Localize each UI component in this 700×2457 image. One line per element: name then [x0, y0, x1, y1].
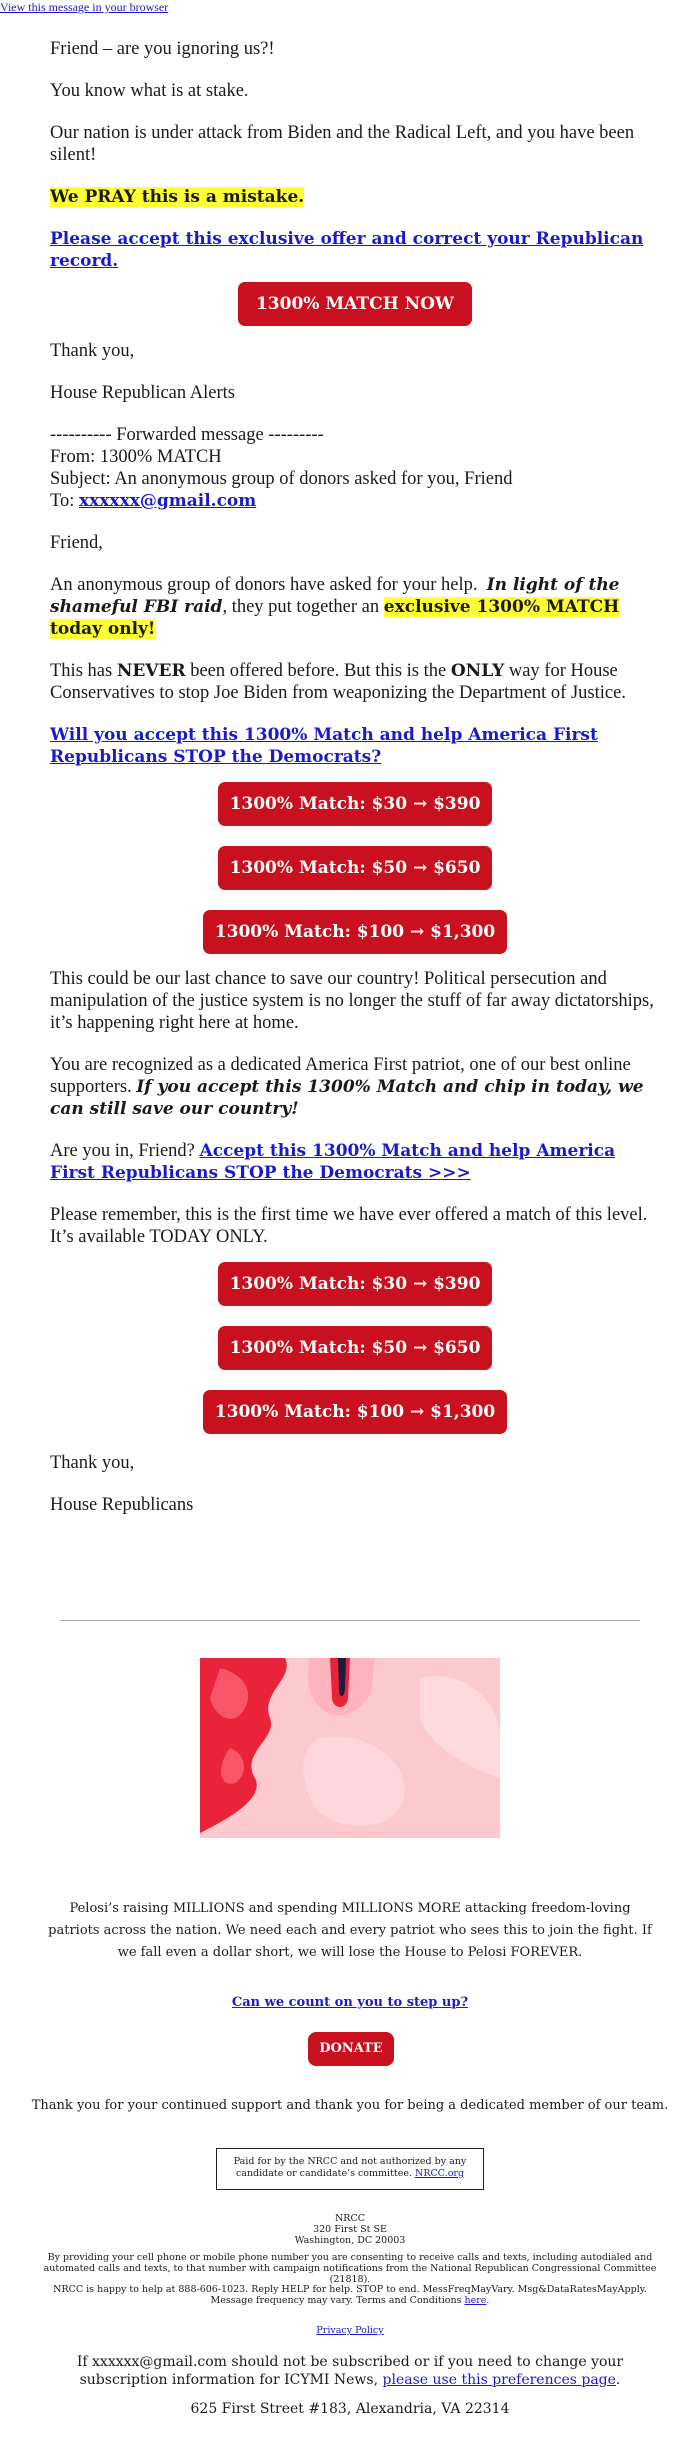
thank-you-1: Thank you,	[50, 341, 135, 361]
footer-divider	[60, 1620, 640, 1621]
paragraph-2: This has NEVER been offered before. But this is the ONLY way for House Conservatives to stop Joe Biden from weaponizing the Department of Justice.	[50, 661, 626, 703]
org-city: Washington, DC 20003	[294, 2235, 406, 2246]
forward-to: To: xxxxxx@gmail.com	[50, 491, 257, 511]
donate-button[interactable]: DONATE	[308, 2032, 394, 2066]
match-30-button-2[interactable]: 1300% Match: $30 → $390	[218, 1262, 493, 1306]
match-100-button-2[interactable]: 1300% Match: $100 → $1,300	[203, 1390, 507, 1434]
paragraph-5: Are you in, Friend? Accept this 1300% Match and help America First Republicans STOP the Democrats >>>	[50, 1141, 616, 1183]
org-street: 320 First St SE	[313, 2224, 387, 2235]
signature-2: House Republicans	[50, 1495, 194, 1515]
hero-image[interactable]	[200, 1658, 500, 1838]
nrcc-link[interactable]: NRCC.org	[415, 2168, 465, 2179]
privacy-policy	[0, 2325, 700, 2336]
legal-text: By providing your cell phone or mobile phone number you are consenting to receive calls and texts, including autodialed and automated calls and texts, to that number with campaign notifications from the National Republican Congressional Committee (21818).	[43, 2252, 657, 2285]
email-body	[50, 38, 660, 1536]
intro-line-2: You know what is at stake.	[50, 81, 249, 101]
paid-for-box	[216, 2148, 484, 2190]
offer-link[interactable]: Please accept this exclusive offer and correct your Republican record.	[50, 229, 644, 271]
paragraph-6: Please remember, this is the first time we have ever offered a match of this level. It’s available TODAY ONLY.	[50, 1205, 648, 1247]
terms-link[interactable]: here	[464, 2295, 487, 2306]
hero-drip-dark	[338, 1658, 346, 1696]
paragraph-4: You are recognized as a dedicated America First patriot, one of our best online supporters. If you accept this 1300% Match and chip in today, we can still save our country!	[50, 1055, 644, 1119]
greeting: Friend,	[50, 533, 103, 553]
thank-you-2: Thank you,	[50, 1453, 135, 1473]
pray-highlight: We PRAY this is a mistake.	[50, 187, 305, 207]
legal-text-2: NRCC is happy to help at 888-606-1023. Reply HELP for help. STOP to end. MessFreqMayVary. Msg&DataRatesMayApply. Message frequency may vary. Terms and Conditions here.	[53, 2284, 647, 2306]
step-up-link[interactable]: Can we count on you to step up?	[231, 1995, 469, 2010]
match-100-button[interactable]: 1300% Match: $100 → $1,300	[203, 910, 507, 954]
pray-line	[50, 186, 660, 208]
footer-pitch: Pelosi’s raising MILLIONS and spending MILLIONS MORE attacking freedom-loving patriots across the nation. We need each and every patriot who sees this to join the fight. If we fall even a dollar short, we will lose the House to Pelosi FOREVER.	[48, 1901, 652, 1960]
paragraph-3: This could be our last chance to save our country! Political persecution and manipulation of the justice system is no longer the stuff of far away dictatorships, it’s happening right here at home.	[50, 969, 654, 1033]
nrcc-address	[0, 2213, 700, 2246]
match-30-button[interactable]: 1300% Match: $30 → $390	[218, 782, 493, 826]
match-50-button[interactable]: 1300% Match: $50 → $650	[218, 846, 493, 890]
match-now-button[interactable]: 1300% MATCH NOW	[238, 282, 472, 326]
signature-1: House Republican Alerts	[50, 383, 235, 403]
to-email-link[interactable]: xxxxxx@gmail.com	[79, 491, 257, 511]
org-name: NRCC	[334, 2213, 365, 2224]
preferences-link[interactable]: please use this preferences page	[382, 2372, 616, 2388]
intro-line-3: Our nation is under attack from Biden and the Radical Left, and you have been silent!	[50, 123, 635, 165]
match-50-button-2[interactable]: 1300% Match: $50 → $650	[218, 1326, 493, 1370]
accept-match-link-2[interactable]: Accept this 1300% Match and help America First Republicans STOP the Democrats >>>	[50, 1141, 616, 1183]
step-up-line	[0, 1995, 700, 2010]
paragraph-1: An anonymous group of donors have asked for your help. In light of the shameful FBI raid, they put together an exclusive 1300% MATCH today only!	[50, 575, 620, 639]
forwarded-header	[50, 424, 660, 512]
forward-subject: Subject: An anonymous group of donors asked for you, Friend	[50, 469, 513, 489]
accept-match-link[interactable]: Will you accept this 1300% Match and help America First Republicans STOP the Democrats?	[50, 725, 598, 767]
footer-thanks: Thank you for your continued support and thank you for being a dedicated member of our team.	[31, 2098, 669, 2113]
view-in-browser-link[interactable]: View this message in your browser	[0, 0, 169, 14]
privacy-policy-link[interactable]: Privacy Policy	[316, 2325, 384, 2336]
forward-from: From: 1300% MATCH	[50, 447, 222, 467]
forward-divider: ---------- Forwarded message ---------	[50, 425, 324, 445]
paid-by-text: Paid for by the NRCC and not authorized by any candidate or candidate’s committee.	[233, 2156, 467, 2179]
intro-line-1: Friend – are you ignoring us?!	[50, 39, 275, 59]
street-address: 625 First Street #183, Alexandria, VA 22314	[190, 2401, 510, 2417]
unsubscribe-text: If xxxxxx@gmail.com should not be subscribed or if you need to change your subscription information for ICYMI News, please use this preferences page.	[76, 2354, 624, 2388]
